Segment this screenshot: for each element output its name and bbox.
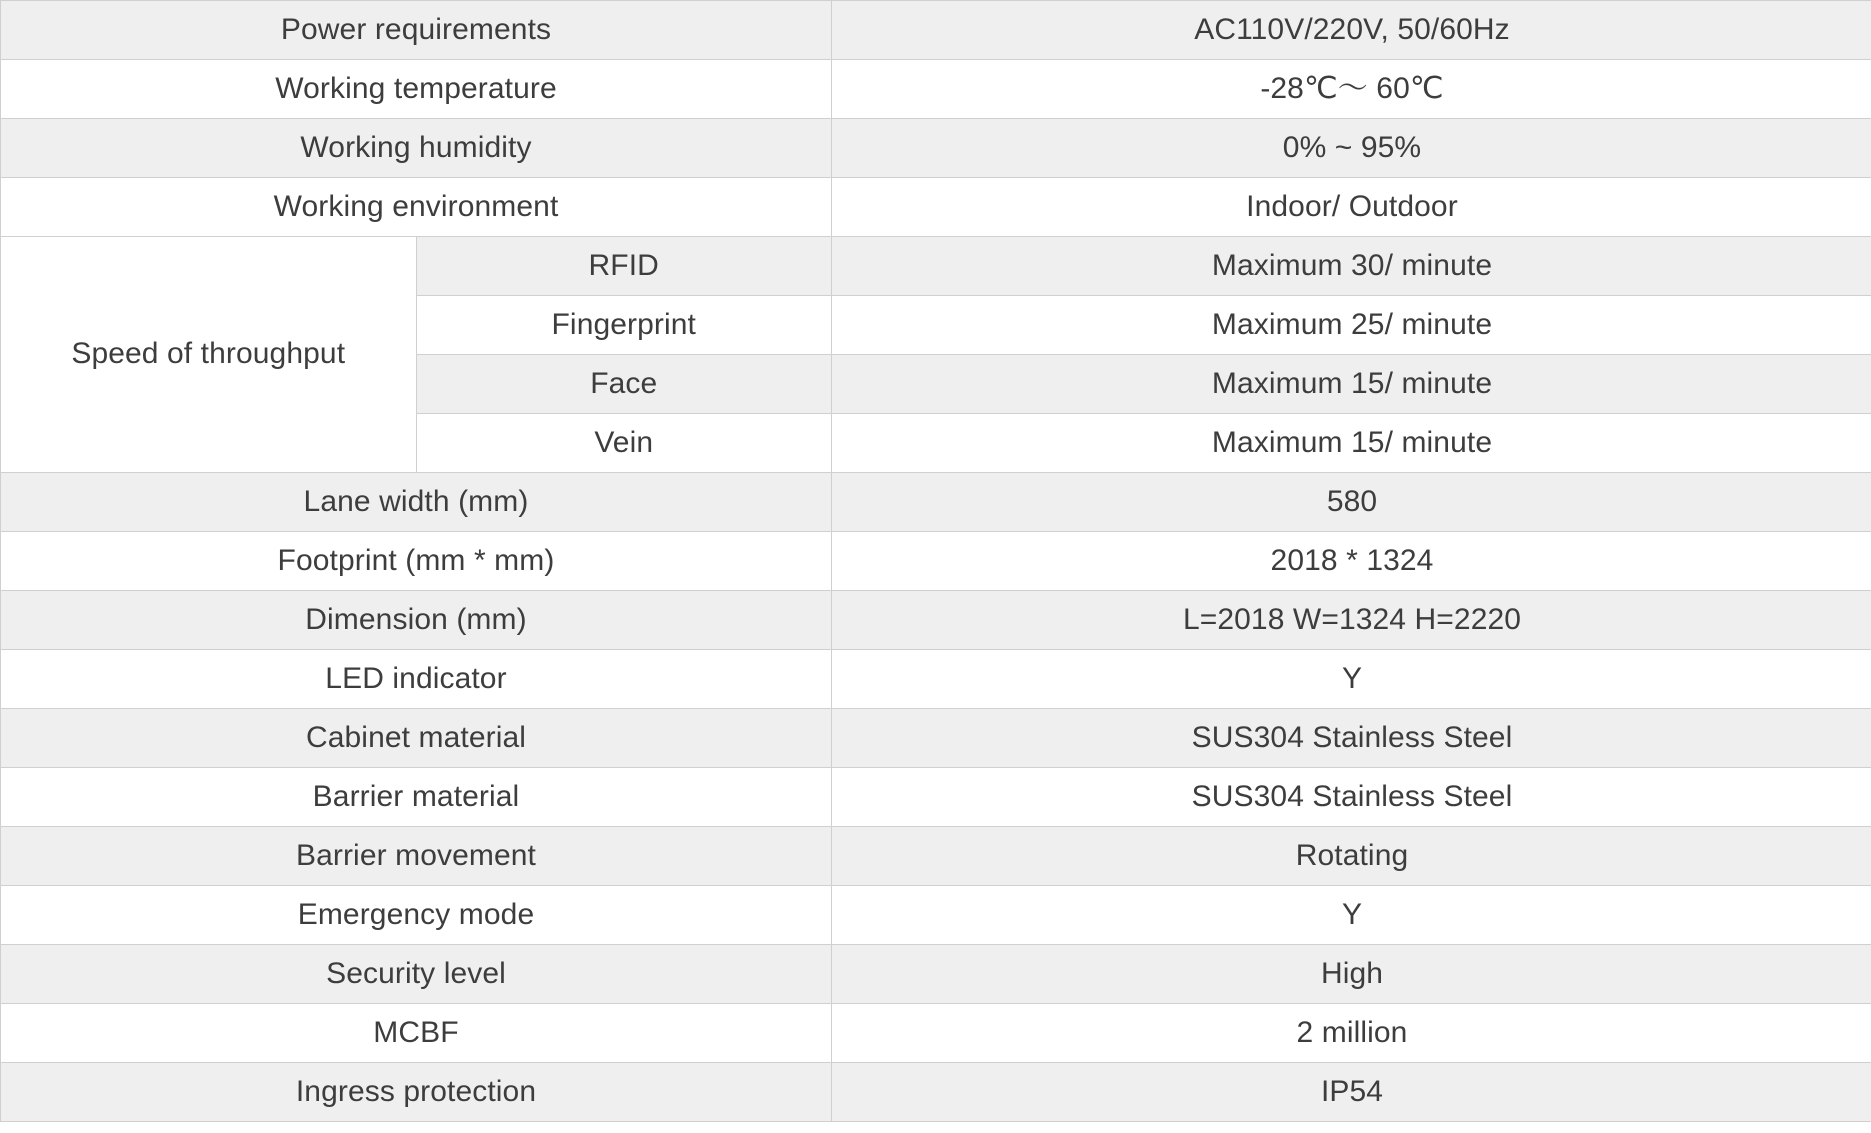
table-row	[1, 650, 1871, 709]
row-value: 2 million	[832, 1004, 1871, 1063]
group-value: Maximum 15/ minute	[832, 414, 1871, 473]
row-label: Working temperature	[1, 60, 832, 119]
row-value: 2018 * 1324	[832, 532, 1871, 591]
group-sub-label: Fingerprint	[416, 296, 832, 355]
row-label: Footprint (mm * mm)	[1, 532, 832, 591]
row-value: 0% ~ 95%	[832, 119, 1871, 178]
row-value: Indoor/ Outdoor	[832, 178, 1871, 237]
row-value: 580	[832, 473, 1871, 532]
group-sub-label: Face	[416, 355, 832, 414]
row-value: Rotating	[832, 827, 1871, 886]
row-label: Lane width (mm)	[1, 473, 832, 532]
table-row	[1, 768, 1871, 827]
table-row	[1, 886, 1871, 945]
row-label: Dimension (mm)	[1, 591, 832, 650]
row-value: AC110V/220V, 50/60Hz	[832, 1, 1871, 60]
row-label: Ingress protection	[1, 1063, 832, 1122]
table-row	[1, 1063, 1871, 1122]
specification-table-body	[1, 1, 1871, 1122]
table-row	[1, 709, 1871, 768]
group-value: Maximum 30/ minute	[832, 237, 1871, 296]
row-label: Cabinet material	[1, 709, 832, 768]
table-row	[1, 591, 1871, 650]
row-label: Working humidity	[1, 119, 832, 178]
group-sub-label: Vein	[416, 414, 832, 473]
table-row-group-speed	[1, 237, 1871, 296]
row-label: Security level	[1, 945, 832, 1004]
table-row	[1, 60, 1871, 119]
row-label: Emergency mode	[1, 886, 832, 945]
group-sub-label: RFID	[416, 237, 832, 296]
group-value: Maximum 25/ minute	[832, 296, 1871, 355]
row-value: SUS304 Stainless Steel	[832, 768, 1871, 827]
row-value: IP54	[832, 1063, 1871, 1122]
table-row	[1, 532, 1871, 591]
table-row	[1, 1004, 1871, 1063]
row-value: SUS304 Stainless Steel	[832, 709, 1871, 768]
row-label: MCBF	[1, 1004, 832, 1063]
row-label: Barrier material	[1, 768, 832, 827]
row-label: Working environment	[1, 178, 832, 237]
table-row	[1, 473, 1871, 532]
row-value: -28℃～ 60℃	[832, 60, 1871, 119]
row-value: Y	[832, 650, 1871, 709]
group-value: Maximum 15/ minute	[832, 355, 1871, 414]
table-row	[1, 827, 1871, 886]
table-row	[1, 119, 1871, 178]
row-label: Power requirements	[1, 1, 832, 60]
row-label: Barrier movement	[1, 827, 832, 886]
row-value: High	[832, 945, 1871, 1004]
table-row	[1, 178, 1871, 237]
table-row	[1, 945, 1871, 1004]
row-label: LED indicator	[1, 650, 832, 709]
row-value: Y	[832, 886, 1871, 945]
row-value: L=2018 W=1324 H=2220	[832, 591, 1871, 650]
group-label-speed-of-throughput: Speed of throughput	[1, 237, 417, 473]
table-row	[1, 1, 1871, 60]
